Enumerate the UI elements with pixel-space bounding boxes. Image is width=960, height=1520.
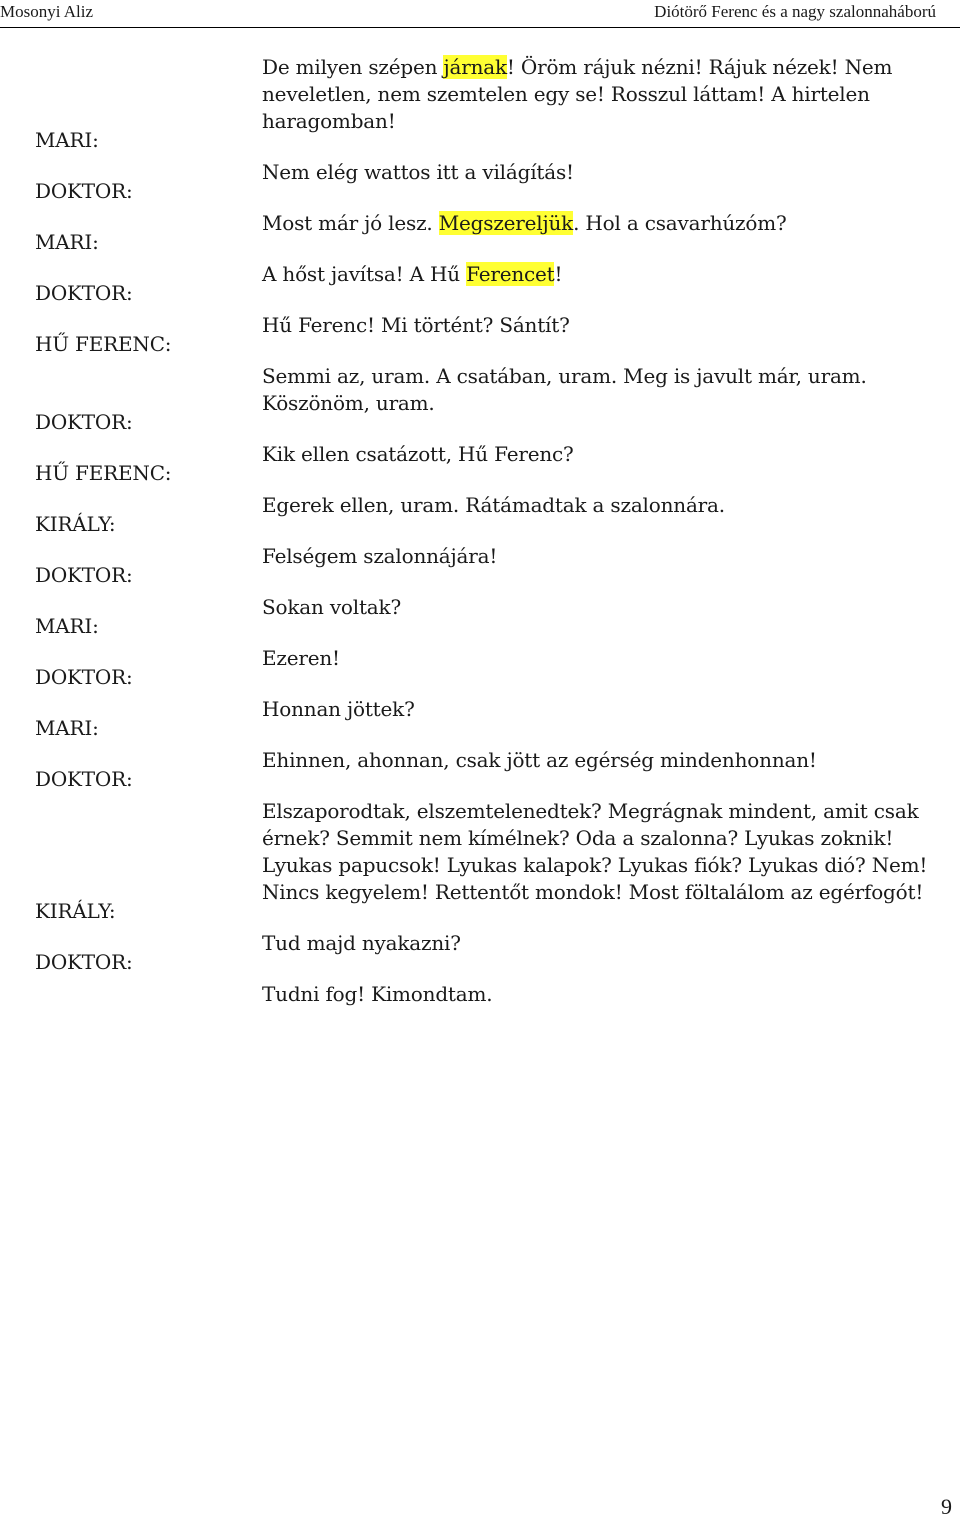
speaker-name: DOKTOR: [35,179,133,203]
header-author: Mosonyi Aliz [0,2,94,21]
highlighted-word: Megszereljük [438,211,574,235]
line-text-before: Ehinnen, ahonnan, csak jött az egérség mindenhonnan! [262,748,817,772]
spoken-line [262,747,952,774]
spoken-line [262,441,952,468]
speaker-name: MARI: [35,716,99,740]
line-text-before: Egerek ellen, uram. Rátámadtak a szalonnára. [262,493,725,517]
speaker-name: MARI: [35,128,99,152]
line-text-before: Hű Ferenc! Mi történt? Sántít? [262,313,570,337]
line-text-before: Honnan jöttek? [262,697,415,721]
dialogue-list [0,128,960,1008]
line-text-before: Ezeren! [262,646,340,670]
spoken-line [262,543,952,570]
spoken-line [262,312,952,339]
line-text-before: Elszaporodtak, elszemtelenedtek? Megrágnak mindent, amit csak érnek? Semmit nem kímélnek? Oda a szalonna? Lyukas zoknik! Lyukas papucsok! Lyukas kalapok? Lyukas fiók? Lyukas dió? Nem! Nincs kegyelem! Rettentőt mondok! Most föltalálom az egérfogót! [262,799,928,904]
line-text-before: Most már jó lesz. [262,211,439,235]
intro-text-before: De milyen szépen [262,55,444,79]
spoken-line [262,261,952,288]
speaker-name: HŰ FERENC: [35,461,172,485]
line-text-before: Felségem szalonnájára! [262,544,498,568]
speaker-name: DOKTOR: [35,767,133,791]
header-divider [0,27,960,28]
dialogue-row [0,767,960,906]
highlighted-word: Ferencet [466,262,555,286]
line-text-before: Kik ellen csatázott, Hű Ferenc? [262,442,574,466]
speaker-name: DOKTOR: [35,665,133,689]
speaker-name: MARI: [35,614,99,638]
spoken-line [262,696,952,723]
line-text-before: Tudni fog! Kimondtam. [262,982,493,1006]
line-text-before: A hőst javítsa! A Hű [262,262,467,286]
speaker-name: DOKTOR: [35,410,133,434]
speaker-name: DOKTOR: [35,950,133,974]
spoken-line [262,798,952,906]
intro-line [262,54,942,135]
spoken-line [262,363,952,417]
line-text-after: . Hol a csavarhúzóm? [573,211,787,235]
speaker-name: DOKTOR: [35,281,133,305]
speaker-name: HŰ FERENC: [35,332,172,356]
spoken-line [262,930,952,957]
speaker-name: KIRÁLY: [35,512,116,536]
line-text-before: Semmi az, uram. A csatában, uram. Meg is javult már, uram. Köszönöm, uram. [262,364,867,415]
line-text-after: ! [554,262,563,286]
line-text-before: Tud majd nyakazni? [262,931,461,955]
script-body [0,54,960,1008]
dialogue-row [0,950,960,1008]
page-header [0,0,960,26]
line-text-before: Nem elég wattos itt a világítás! [262,160,574,184]
spoken-line [262,645,952,672]
spoken-line [262,981,952,1008]
intro-highlight: járnak [443,55,507,79]
header-title: Diótörő Ferenc és a nagy szalonnaháború [654,2,936,21]
spoken-line [262,159,952,186]
line-text-before: Sokan voltak? [262,595,401,619]
speaker-name: DOKTOR: [35,563,133,587]
speaker-name: MARI: [35,230,99,254]
spoken-line [262,210,952,237]
spoken-line [262,492,952,519]
spoken-line [262,594,952,621]
intro-text-after: ! Öröm rájuk nézni! Rájuk nézek! Nem neveletlen, nem szemtelen egy se! Rosszul láttam! A hirtelen haragomban! [262,55,893,133]
page-number: 9 [941,1494,952,1519]
speaker-name: KIRÁLY: [35,899,116,923]
